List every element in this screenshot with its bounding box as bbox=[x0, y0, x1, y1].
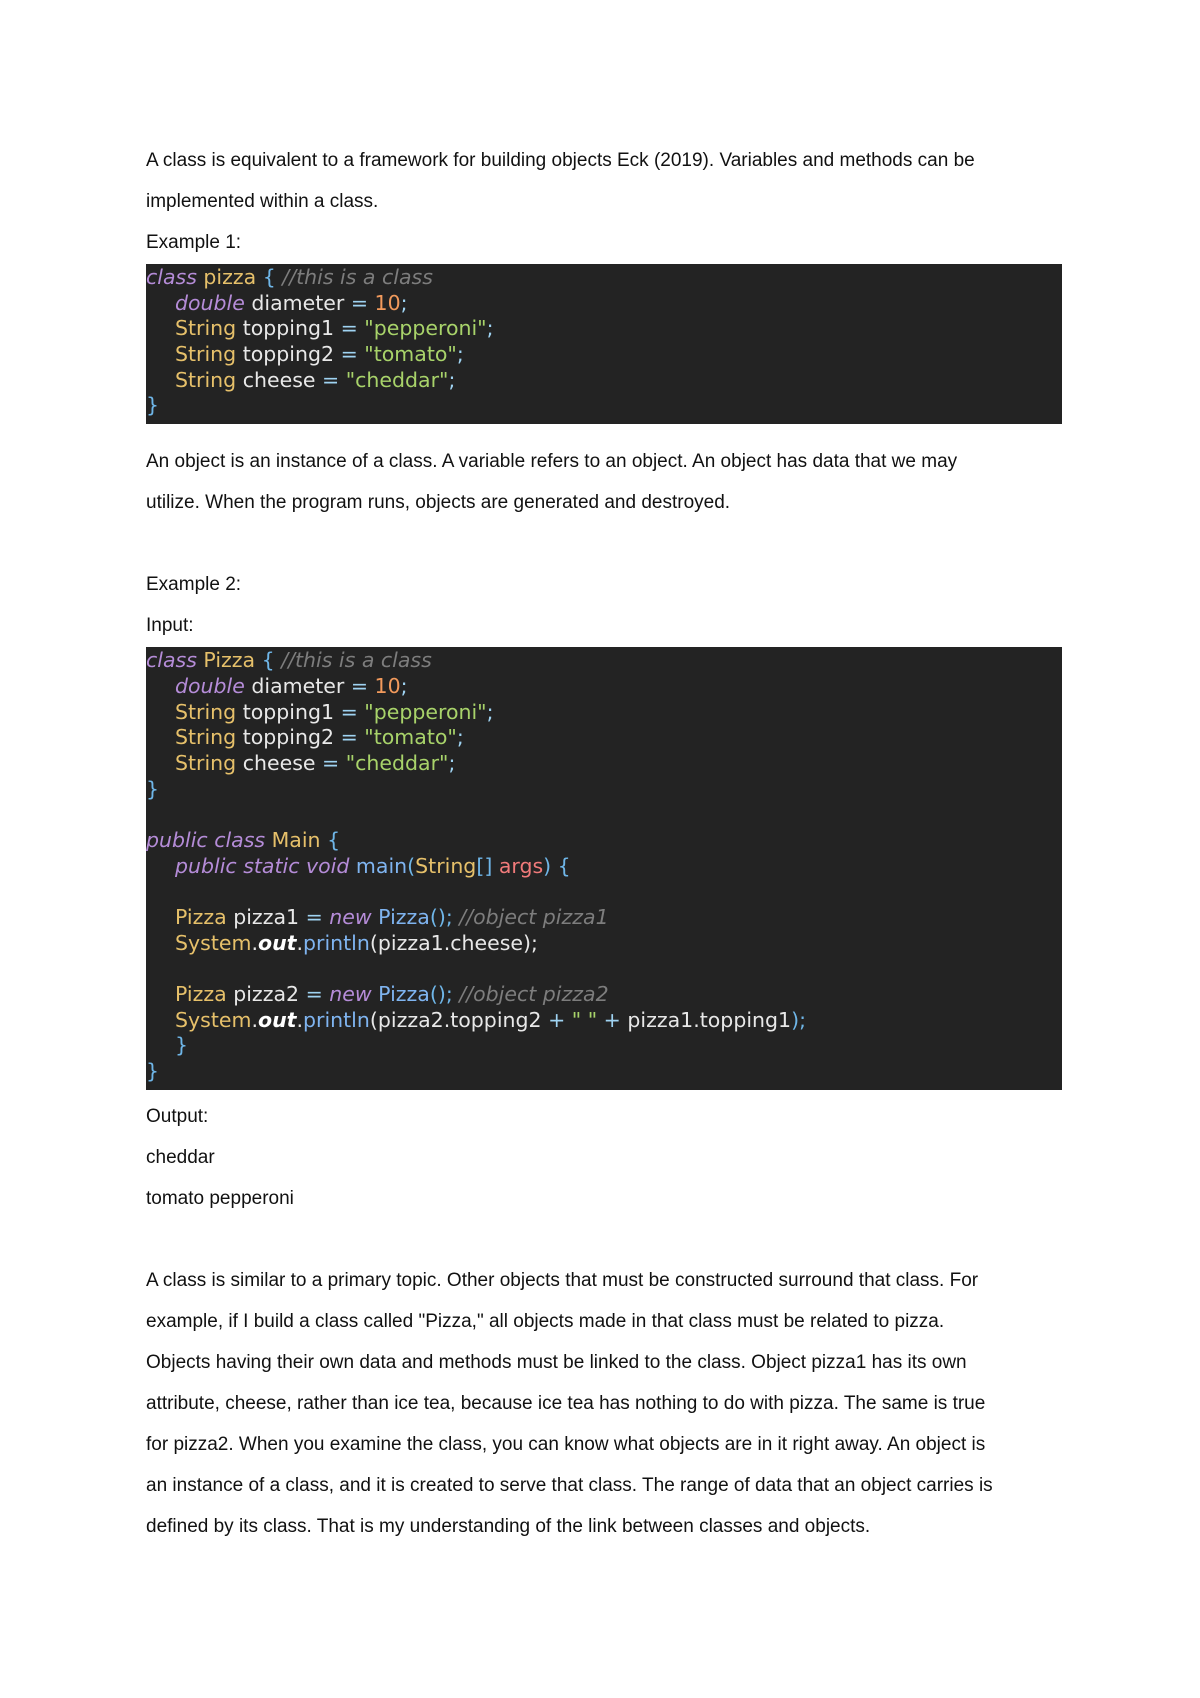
paren: ); bbox=[791, 1007, 806, 1032]
paren: ( bbox=[407, 853, 416, 878]
summary-line-7: defined by its class. That is my understanding of the link between classes and objects. bbox=[146, 1515, 871, 1537]
identifier: topping1 bbox=[236, 316, 341, 341]
code-line bbox=[146, 1059, 1062, 1085]
type: Pizza bbox=[175, 905, 227, 929]
string: "pepperoni" bbox=[364, 699, 487, 724]
output-label: Output: bbox=[146, 1105, 209, 1127]
brace: } bbox=[175, 1033, 189, 1058]
number: 10 bbox=[374, 290, 401, 315]
brace: } bbox=[146, 1059, 160, 1084]
summary-line-1: A class is similar to a primary topic. Other objects that must be constructed surround that class. For bbox=[146, 1269, 979, 1291]
type: String bbox=[175, 316, 237, 341]
operator: = bbox=[305, 982, 330, 1007]
operator: = bbox=[305, 905, 330, 929]
identifier: topping2 bbox=[236, 725, 341, 750]
arguments: pizza1.topping1 bbox=[627, 1007, 792, 1032]
string: "cheddar" bbox=[345, 367, 449, 392]
output-line-2: tomato pepperoni bbox=[146, 1187, 294, 1209]
type: String bbox=[175, 699, 237, 724]
semicolon: ; bbox=[448, 750, 456, 775]
identifier: topping2 bbox=[236, 342, 341, 367]
keyword: public static void bbox=[175, 853, 350, 878]
string: "cheddar" bbox=[345, 750, 449, 775]
type: String bbox=[175, 750, 237, 775]
operator: = bbox=[340, 316, 365, 341]
code-line bbox=[146, 342, 1062, 368]
code-block-example-1 bbox=[146, 264, 1062, 424]
keyword: double bbox=[175, 290, 245, 315]
code-line bbox=[146, 828, 1062, 854]
identifier: pizza1 bbox=[226, 905, 306, 929]
code-line-blank bbox=[146, 802, 1062, 828]
string: "tomato" bbox=[364, 342, 457, 367]
semicolon: ; bbox=[400, 673, 408, 698]
code-line bbox=[146, 648, 1062, 674]
dot: . bbox=[251, 930, 258, 955]
type: System bbox=[175, 930, 252, 955]
keyword: new bbox=[329, 905, 372, 929]
method-name: main bbox=[349, 853, 408, 878]
semicolon: ; bbox=[448, 367, 456, 392]
identifier: diameter bbox=[244, 673, 351, 698]
brace: { bbox=[261, 648, 282, 673]
constructor: Pizza bbox=[371, 982, 430, 1007]
constructor: Pizza bbox=[371, 905, 430, 929]
example-2-label: Example 2: bbox=[146, 574, 242, 596]
intro-line-1: A class is equivalent to a framework for building objects Eck (2019). Variables and methods can be bbox=[146, 150, 975, 171]
brace: } bbox=[146, 776, 160, 801]
code-line-blank bbox=[146, 956, 1062, 982]
identifier: pizza2 bbox=[226, 982, 306, 1007]
code-line bbox=[146, 265, 1062, 291]
operator: = bbox=[350, 673, 375, 698]
comment: //this is a class bbox=[282, 265, 433, 289]
operator: = bbox=[340, 342, 365, 367]
brace: { bbox=[262, 265, 283, 289]
brace: } bbox=[146, 393, 160, 418]
class-name: Pizza bbox=[196, 648, 262, 673]
example-1-label: Example 1: bbox=[146, 232, 242, 253]
code-line bbox=[146, 725, 1062, 751]
keyword: double bbox=[175, 673, 245, 698]
string: "pepperoni" bbox=[364, 316, 487, 341]
output-line-1: cheddar bbox=[146, 1146, 215, 1168]
comment: //object pizza2 bbox=[459, 982, 609, 1007]
code-line bbox=[146, 291, 1062, 317]
summary-line-4: attribute, cheese, rather than ice tea, because ice tea has nothing to do with pizza. The same is true bbox=[146, 1392, 986, 1414]
paren: ) { bbox=[543, 853, 571, 878]
semicolon: ; bbox=[456, 725, 464, 750]
code-line bbox=[146, 777, 1062, 803]
code-line bbox=[146, 751, 1062, 777]
code-line bbox=[146, 700, 1062, 726]
arguments: (pizza1.cheese); bbox=[369, 930, 538, 955]
identifier: cheese bbox=[236, 750, 323, 775]
operator: = bbox=[340, 699, 365, 724]
brace: { bbox=[327, 827, 341, 852]
type: String bbox=[175, 342, 237, 367]
object-para-line-1: An object is an instance of a class. A variable refers to an object. An object has data that we may bbox=[146, 451, 958, 473]
operator: + bbox=[597, 1007, 628, 1032]
code-line bbox=[146, 1033, 1062, 1059]
input-label: Input: bbox=[146, 615, 194, 637]
semicolon: ; bbox=[456, 342, 464, 367]
code-line-blank bbox=[146, 879, 1062, 905]
dot: . bbox=[251, 1007, 258, 1032]
operator: = bbox=[322, 367, 346, 392]
summary-line-5: for pizza2. When you examine the class, you can know what objects are in it right away. An object is bbox=[146, 1433, 986, 1455]
type: String bbox=[175, 367, 237, 392]
number: 10 bbox=[374, 673, 401, 698]
static-field: out bbox=[257, 930, 297, 955]
code-line bbox=[146, 316, 1062, 342]
comment: //object pizza1 bbox=[459, 905, 609, 929]
class-name: pizza bbox=[196, 265, 263, 289]
summary-line-2: example, if I build a class called "Pizza," all objects made in that class must be related to pizza. bbox=[146, 1310, 945, 1332]
identifier: diameter bbox=[244, 290, 351, 315]
keyword: class bbox=[146, 648, 197, 673]
intro-line-2: implemented within a class. bbox=[146, 191, 379, 212]
parameter: args bbox=[498, 853, 544, 878]
type: System bbox=[175, 1007, 252, 1032]
array-brackets: [] bbox=[476, 853, 499, 878]
dot: . bbox=[296, 930, 303, 955]
arguments: (pizza2.topping2 bbox=[369, 1007, 549, 1032]
code-line bbox=[146, 854, 1062, 880]
object-para-line-2: utilize. When the program runs, objects are generated and destroyed. bbox=[146, 492, 731, 514]
code-line bbox=[146, 931, 1062, 957]
semicolon: ; bbox=[400, 290, 408, 315]
type: String bbox=[175, 725, 237, 750]
identifier: topping1 bbox=[236, 699, 341, 724]
summary-line-6: an instance of a class, and it is created to serve that class. The range of data that an object carries is bbox=[146, 1474, 993, 1496]
keyword: new bbox=[329, 982, 372, 1007]
paren: (); bbox=[429, 905, 460, 929]
code-block-example-2 bbox=[146, 647, 1062, 1090]
static-field: out bbox=[257, 1007, 297, 1032]
code-line bbox=[146, 368, 1062, 394]
code-line bbox=[146, 393, 1062, 419]
keyword: public class bbox=[146, 827, 266, 852]
comment: //this is a class bbox=[281, 648, 432, 673]
semicolon: ; bbox=[486, 316, 494, 341]
code-line bbox=[146, 982, 1062, 1008]
method-name: println bbox=[303, 1007, 370, 1032]
keyword: class bbox=[146, 265, 197, 289]
semicolon: ; bbox=[486, 699, 494, 724]
paren: (); bbox=[429, 982, 460, 1007]
summary-line-3: Objects having their own data and methods must be linked to the class. Object pizza1 has its own bbox=[146, 1351, 967, 1373]
type: Pizza bbox=[175, 982, 227, 1007]
operator: = bbox=[322, 750, 346, 775]
method-name: println bbox=[303, 930, 370, 955]
document-page bbox=[146, 140, 1062, 1547]
code-line bbox=[146, 1008, 1062, 1034]
string: " " bbox=[571, 1007, 598, 1032]
class-name: Main bbox=[265, 827, 328, 852]
code-line bbox=[146, 905, 1062, 931]
type: String bbox=[415, 853, 477, 878]
operator: = bbox=[350, 290, 375, 315]
operator: + bbox=[548, 1007, 572, 1032]
code-line bbox=[146, 674, 1062, 700]
operator: = bbox=[340, 725, 365, 750]
string: "tomato" bbox=[364, 725, 457, 750]
dot: . bbox=[296, 1007, 303, 1032]
identifier: cheese bbox=[236, 367, 323, 392]
